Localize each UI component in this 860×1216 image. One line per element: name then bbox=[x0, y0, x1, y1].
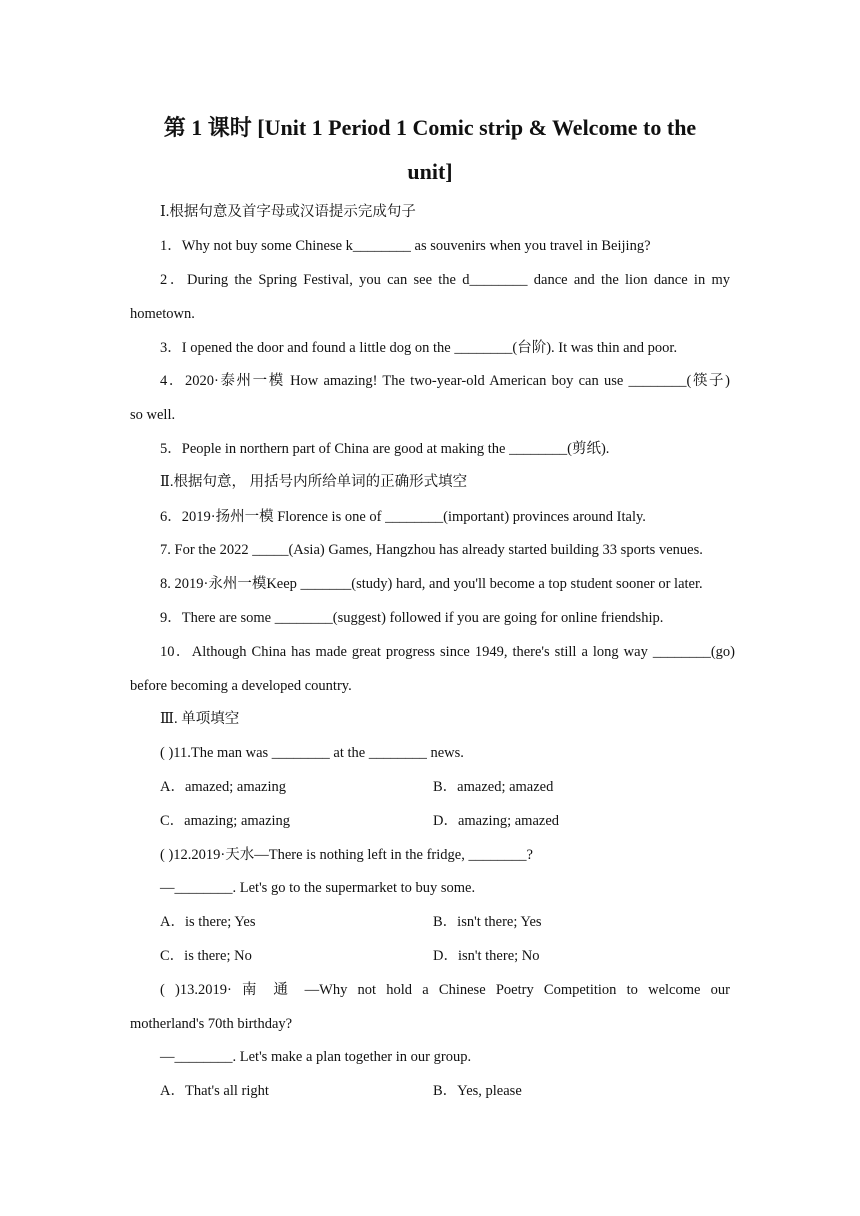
question-2: 2．During the Spring Festival, you can see the d________ dance and the lion dance in my bbox=[160, 272, 730, 288]
question-3: 3．I opened the door and found a little dog on the ________(台阶). It was thin and poor. bbox=[160, 340, 678, 356]
question-12-option-b: B．isn't there; Yes bbox=[433, 914, 542, 930]
question-4-continued: so well. bbox=[130, 407, 176, 423]
section-2-heading: Ⅱ.根据句意， 用括号内所给单词的正确形式填空 bbox=[160, 474, 468, 490]
question-12-option-c: C．is there; No bbox=[160, 948, 252, 964]
question-12-option-d: D．isn't there; No bbox=[433, 948, 540, 964]
question-13: ( )13.2019· 南 通 —Why not hold a Chinese Poetry Competition to welcome our bbox=[160, 982, 730, 998]
section-3-heading: Ⅲ. 单项填空 bbox=[160, 711, 240, 727]
question-11-option-b: B．amazed; amazed bbox=[433, 779, 554, 795]
question-9: 9．There are some ________(suggest) followed if you are going for online friendship. bbox=[160, 610, 664, 626]
question-13-reply: —________. Let's make a plan together in our group. bbox=[160, 1049, 472, 1065]
question-2-continued: hometown. bbox=[130, 306, 195, 322]
section-1-heading: Ⅰ.根据句意及首字母或汉语提示完成句子 bbox=[160, 204, 416, 220]
question-6: 6．2019·扬州一模 Florence is one of ________(important) provinces around Italy. bbox=[160, 509, 646, 525]
question-13-option-b: B．Yes, please bbox=[433, 1083, 522, 1099]
question-5: 5．People in northern part of China are good at making the ________(剪纸). bbox=[160, 441, 610, 457]
question-12: ( )12.2019·天水—There is nothing left in the fridge, ________? bbox=[160, 847, 533, 863]
question-4: 4．2020·泰州一模 How amazing! The two-year-old American boy can use ________(筷子) bbox=[160, 373, 730, 389]
question-8: 8. 2019·永州一模Keep _______(study) hard, and you'll become a top student sooner or later. bbox=[160, 576, 703, 592]
question-12-option-a: A．is there; Yes bbox=[160, 914, 256, 930]
question-13-option-a: A．That's all right bbox=[160, 1083, 269, 1099]
question-10-continued: before becoming a developed country. bbox=[130, 678, 352, 694]
question-11: ( )11.The man was ________ at the ________ news. bbox=[160, 745, 464, 761]
question-11-option-a: A．amazed; amazing bbox=[160, 779, 287, 795]
question-10: 10．Although China has made great progress since 1949, there's still a long way ________(go) bbox=[160, 644, 735, 660]
page-title-continued: unit] bbox=[407, 159, 453, 184]
page-title: 第 1 课时 [Unit 1 Period 1 Comic strip & Welcome to the bbox=[163, 115, 697, 140]
question-11-option-d: D．amazing; amazed bbox=[433, 813, 560, 829]
question-7: 7. For the 2022 _____(Asia) Games, Hangzhou has already started building 33 sports venues. bbox=[160, 542, 703, 558]
question-1: 1．Why not buy some Chinese k________ as souvenirs when you travel in Beijing? bbox=[160, 238, 651, 254]
question-12-reply: —________. Let's go to the supermarket to buy some. bbox=[160, 880, 476, 896]
question-11-option-c: C．amazing; amazing bbox=[160, 813, 291, 829]
question-13-continued: motherland's 70th birthday? bbox=[130, 1016, 293, 1032]
